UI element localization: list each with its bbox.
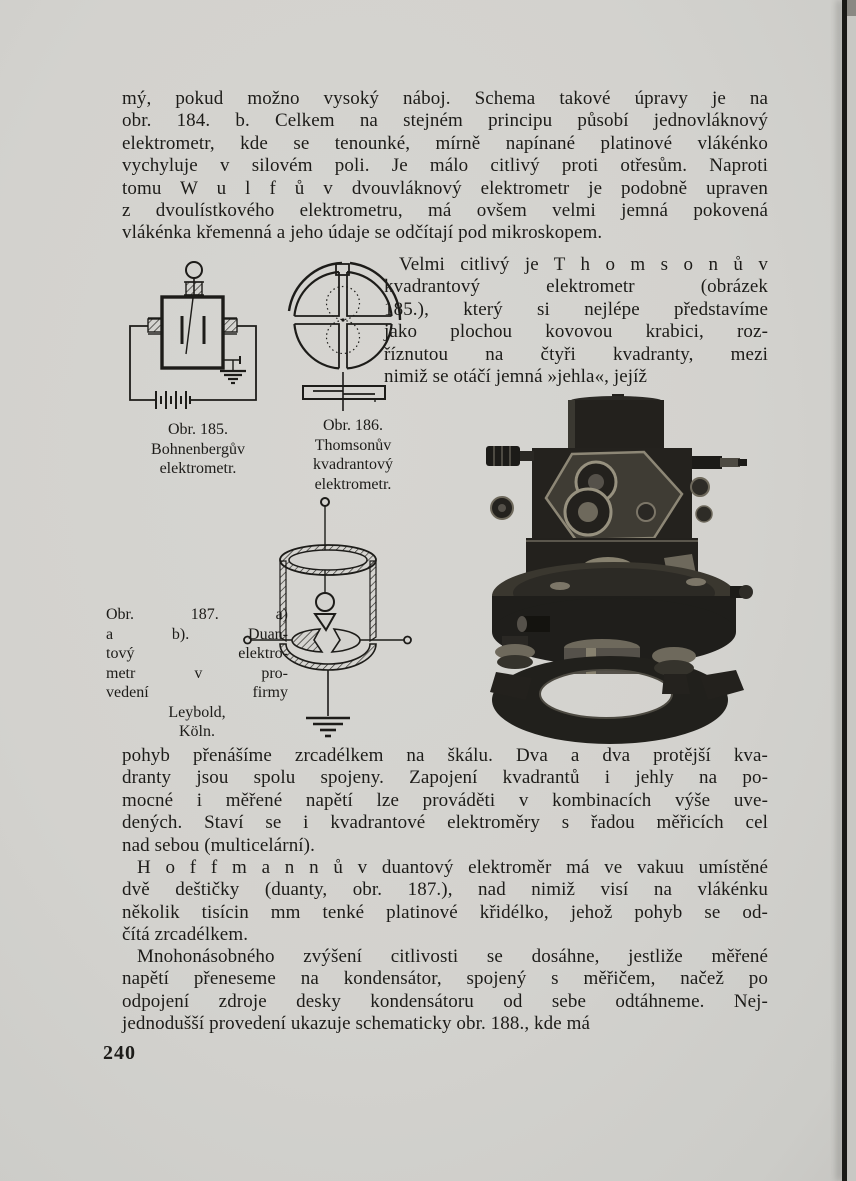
text-line: nad sebou (multicelární). [122,834,315,856]
text-line: vlákénka křemenná a jeho údaje se odčítají pod mikroskopem. [122,222,603,244]
text-line: dených. Staví se i kvadrantové elektroměry s řadou měřicích cel [122,812,768,834]
figure-185-caption [116,420,280,479]
paragraph-sensitivity [122,946,768,1036]
text-line: čítá zrcadélkem. [122,924,249,946]
text-line: 185.), který si nejlépe představíme [384,298,768,320]
paragraph-intro [122,88,768,245]
text-line: elektrometr. [159,460,237,477]
text-line: kvadrantový elektrometr (obrázek [384,276,768,298]
text-line: napětí přeneseme na kondensátor, spojený s měřičem, načež po [122,968,768,990]
text-line: Velmi citlivý je T h o m s o n ů v [399,254,768,275]
text-line: vedení firmy [106,684,288,701]
text-line: dvě deštičky (duanty, obr. 187.), nad nimiž visí na vlákénku [122,879,768,901]
text-line: pohyb přenášíme zrcadélkem na škálu. Dva a dva protější kva- [122,745,768,766]
text-line: vychyluje v silovém poli. Je málo citlivý proti otřesům. Naproti [122,155,768,177]
text-line: Obr. 186. [323,417,383,434]
text-line: říznutou na čtyři kvadranty, mezi [384,343,768,365]
text-line: elektrometr, kde se tenounké, mírně napínané platinové vlákénko [122,132,768,154]
text-line: nimiž se otáčí jemná »jehla«, jejíž [384,366,648,388]
figure-187-caption [106,605,288,742]
text-line: jako plochou kovovou krabici, roz- [384,321,768,343]
text-line: a b). Duan- [106,625,288,643]
page-number: 240 [103,1042,136,1064]
paragraph-hoffmann [122,857,768,947]
text-line: z dvoulístkového elektrometru, má ovšem velmi jemná pokovená [122,200,768,222]
thomson-quadrant-diagram [280,258,450,426]
bohnenberg-electrometer-diagram [112,260,292,425]
page-binding-edge [842,0,847,1181]
figure-186-caption [282,416,424,494]
text-line: odpojení zdroje desky kondensátoru od sebe odtáhneme. Nej- [122,990,768,1012]
text-line: Obr. 187. a) [106,606,288,623]
text-line: kvadrantový [313,456,393,473]
text-line: tový elektro- [106,645,288,662]
text-line: Obr. 185. [168,421,228,438]
text-line: dranty jsou spolu spojeny. Zapojení kvadrantů i jehly na po- [122,767,768,789]
text-line: Mnohonásobného zvýšení citlivosti se dosáhne, jestliže měřené [137,946,768,967]
text-line: několik tisícin mm tenké platinové křidélko, jehož pohyb se od- [122,901,768,923]
text-line: mocné i měřené napětí lze prováděti v kombinacích výše uve- [122,789,768,811]
text-line: obr. 184. b. Celkem na stejném principu působí jednovláknový [122,110,768,132]
text-line: Bohnenbergův [151,440,245,458]
text-line: tomu W u l f ů v dvouvláknový elektrometr je podobně upraven [122,177,768,199]
text-line: metr v pro- [106,664,288,682]
text-line: elektrometr. [314,475,392,493]
text-line: H o f f m a n n ů v duantový elektroměr má ve vakuu umístěné [137,857,768,878]
text-line: Köln. [179,723,215,740]
electrometer-photograph [468,390,804,762]
text-line: Leybold, [168,703,226,721]
text-line: jednodušší provedení ukazuje schematicky obr. 188., kde má [122,1013,591,1035]
text-line: Thomsonův [314,436,392,454]
text-line: mý, pokud možno vysoký náboj. Schema takové úpravy je na [122,88,768,109]
scan-edge-strip [847,0,856,1181]
